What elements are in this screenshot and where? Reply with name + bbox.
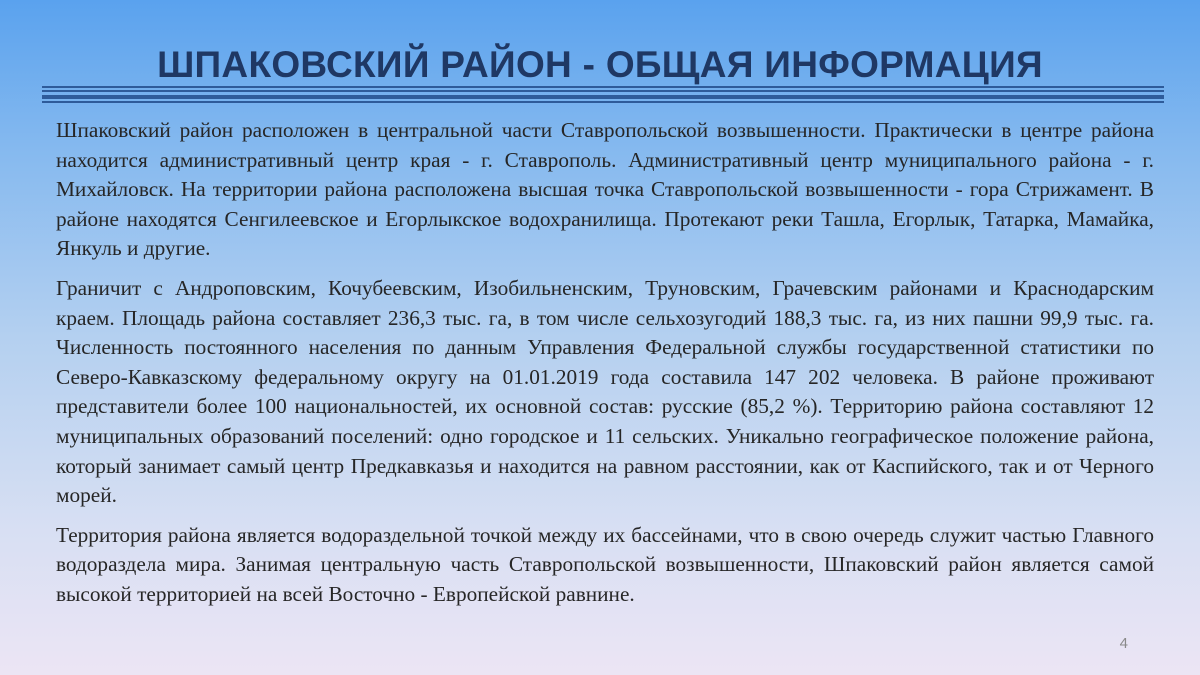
body-paragraph: Граничит с Андроповским, Кочубеевским, Изобильненским, Труновским, Грачевским районами и Краснодарским краем. Площадь района составляет 236,3 тыс. га, в том числе сельхозугодий 188,3 тыс. га, из них пашни 99,9 тыс. га. Численность постоянного населения по данным Управления Федеральной службы государственной статистики по Северо-Кавказскому федеральному округу на 01.01.2019 года составила 147 202 человека. В районе проживают представители более 100 национальностей, их основной состав: русские (85,2 %). Территорию района составляют 12 муниципальных образований поселений: одно городское и 11 сельских. Уникально географическое положение района, который занимает самый центр Предкавказья и находится на равном расстоянии, как от Каспийского, так и от Черного морей. <box>56 275 1154 508</box>
body-paragraph: Территория района является водораздельной точкой между их бассейнами, что в свою очередь служит частью Главного водораздела мира. Занимая центральную часть Ставропольской возвышенности, Шпаковский район является самой высокой территорией на всей Восточно - Европейской равнине. <box>56 522 1154 606</box>
title-divider-line <box>42 101 1164 103</box>
title-divider-line <box>42 90 1164 92</box>
body-paragraph: Шпаковский район расположен в центральной части Ставропольской возвышенности. Практически в центре района находится административный центр края - г. Ставрополь. Административный центр муниципального района - г. Михайловск. На территории района расположена высшая точка Ставропольской возвышенности - гора Стрижамент. В районе находятся Сенгилеевское и Егорлыкское водохранилища. Протекают реки Ташла, Егорлык, Татарка, Мамайка, Янкуль и другие. <box>56 118 1154 261</box>
slide-title: ШПАКОВСКИЙ РАЙОН - ОБЩАЯ ИНФОРМАЦИЯ <box>157 44 1043 85</box>
slide-body <box>56 116 1154 620</box>
page-number: 4 <box>1119 635 1128 652</box>
title-divider-line <box>42 95 1164 99</box>
title-divider-line <box>42 86 1164 88</box>
